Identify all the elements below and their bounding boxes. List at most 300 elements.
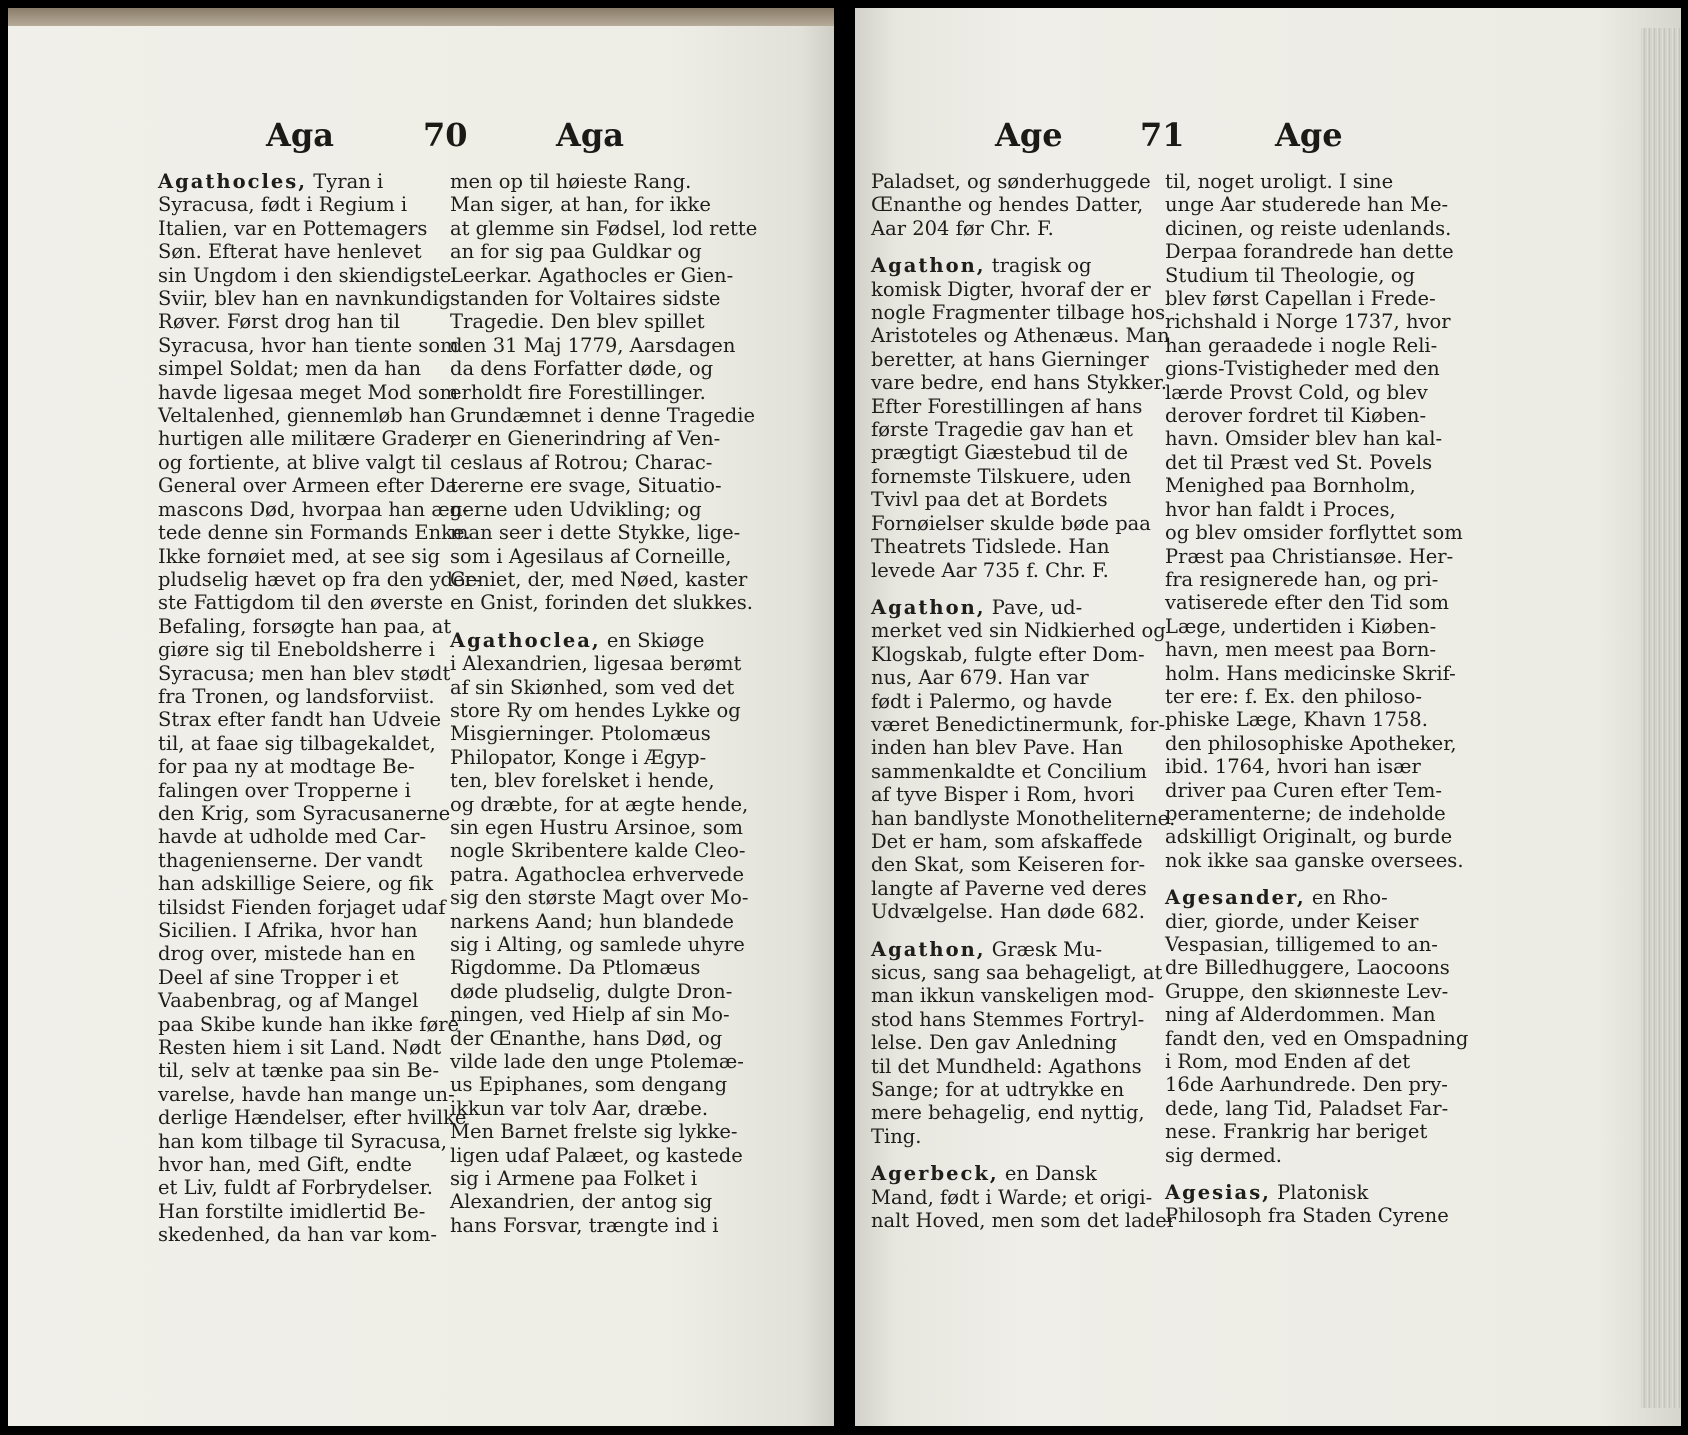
dictionary-entry [871, 938, 1176, 1149]
line-text: Veltalenhed, giennemløb han [158, 404, 446, 428]
line-text: et Liv, fuldt af Forbrydelser. [158, 1176, 433, 1200]
text-line [1165, 217, 1468, 240]
line-text: i Alexandrien, ligesaa berømt [450, 652, 742, 676]
line-text: Man siger, at han, for ikke [450, 193, 711, 217]
text-line [158, 404, 480, 427]
text-line [450, 1097, 757, 1120]
line-text: døde pludselig, dulgte Dron- [450, 979, 733, 1003]
text-line [1165, 1181, 1468, 1204]
line-text: og fortiente, at blive valgt til [158, 450, 442, 474]
line-text: adskilligt Originalt, og burde [1165, 825, 1453, 849]
text-line [1165, 933, 1468, 956]
line-text: ste Fattigdom til den øverste [158, 591, 444, 615]
line-text: en Dansk [998, 1162, 1097, 1186]
text-line [158, 1176, 480, 1199]
text-line [1165, 802, 1468, 825]
line-text: ligen udaf Palæet, og kastede [450, 1143, 743, 1167]
text-line [1165, 910, 1468, 933]
text-line [450, 264, 757, 287]
dictionary-entry [158, 170, 480, 1247]
text-line [871, 713, 1176, 736]
line-text: Ting. [871, 1124, 922, 1148]
line-text: hurtigen alle militære Grader, [158, 427, 456, 451]
line-text: Aar 204 før Chr. F. [871, 216, 1054, 240]
line-text: Tvivl paa det at Bordets [871, 488, 1108, 512]
text-line [1165, 685, 1468, 708]
line-text: men op til høieste Rang. [450, 170, 692, 193]
line-text: narkens Aand; hun blandede [450, 909, 734, 933]
line-text: Alexandrien, der antog sig [450, 1190, 713, 1214]
line-text: Sviir, blev han en navnkundig [158, 287, 452, 311]
text-line [1165, 638, 1468, 661]
text-line [158, 357, 480, 380]
text-line [1165, 310, 1468, 333]
line-text: og dræbte, for at ægte hende, [450, 792, 749, 816]
text-line [450, 652, 757, 675]
line-text: Syracusa, hvor han tiente som [158, 333, 459, 357]
text-line [871, 900, 1176, 923]
line-text: sammenkaldte et Concilium [871, 759, 1147, 783]
entry-headword: Agathon, [871, 254, 986, 278]
page-fore-edge [1641, 28, 1681, 1408]
line-text: ter ere: f. Ex. den philoso- [1165, 684, 1422, 708]
text-line [158, 521, 480, 544]
text-line [450, 886, 757, 909]
text-line [871, 1125, 1176, 1148]
line-text: sig i Alting, og samlede uhyre [450, 933, 745, 956]
entry-headword: Agerbeck, [871, 1162, 999, 1186]
dictionary-entry [871, 1162, 1176, 1232]
text-line [450, 1144, 757, 1167]
text-line [158, 942, 480, 965]
line-text: Aristoteles og Athenæus. Man [871, 324, 1170, 348]
line-text: Platonisk [1270, 1181, 1369, 1205]
line-text: sin egen Hustru Arsinoe, som [450, 815, 743, 839]
line-text: levede Aar 735 f. Chr. F. [871, 558, 1109, 582]
text-line [158, 825, 480, 848]
text-line [871, 535, 1176, 558]
line-text: en Gnist, forinden det slukkes. [450, 591, 754, 615]
text-line [871, 371, 1176, 394]
left-running-head-right: Aga [556, 116, 624, 154]
text-line [871, 559, 1176, 582]
line-text: beretter, at hans Gierninger [871, 347, 1149, 371]
text-line [158, 732, 480, 755]
dictionary-entry [1165, 170, 1468, 872]
text-line [871, 1055, 1176, 1078]
text-line [1165, 1120, 1468, 1143]
text-line [158, 264, 480, 287]
text-line [450, 793, 757, 816]
line-text: pludselig hævet op fra den yder- [158, 567, 481, 591]
text-line [871, 217, 1176, 240]
text-line [871, 1008, 1176, 1031]
line-text: Resten hiem i sit Land. Nødt [158, 1036, 442, 1060]
text-line [1165, 357, 1468, 380]
line-text: General over Armeen efter Da- [158, 474, 464, 498]
right-running-head-right: Age [1275, 116, 1343, 154]
line-text: Fornøielser skulde bøde paa [871, 511, 1151, 535]
text-line [158, 1106, 480, 1129]
line-text: fra Tronen, og landsforviist. [158, 684, 435, 708]
line-text: været Benedictinermunk, for- [871, 712, 1166, 736]
line-text: drog over, mistede han en [158, 942, 416, 966]
line-text: Tyran i [307, 170, 384, 193]
line-text: Geniet, der, med Nøed, kaster [450, 567, 748, 591]
text-line [450, 545, 757, 568]
text-line [871, 643, 1176, 666]
text-line [450, 310, 757, 333]
line-text: simpel Soldat; men da han [158, 357, 422, 381]
line-text: at glemme sin Fødsel, lod rette [450, 216, 758, 240]
text-line [1165, 404, 1468, 427]
text-line [1165, 240, 1468, 263]
line-text: Befaling, forsøgte han paa, at [158, 614, 452, 638]
text-line [158, 1200, 480, 1223]
text-line [1165, 825, 1468, 848]
line-text: han kom tilbage til Syracusa, [158, 1129, 447, 1153]
line-text: havn, men meest paa Born- [1165, 638, 1437, 662]
entry-headword: Agathon, [871, 595, 986, 619]
text-line [450, 722, 757, 745]
line-text: Studium til Theologie, og [1165, 263, 1415, 287]
text-line [871, 1101, 1176, 1124]
line-text: Røver. Først drog han til [158, 310, 400, 334]
text-line [1165, 732, 1468, 755]
line-text: Efter Forestillingen af hans [871, 394, 1143, 418]
text-line [871, 488, 1176, 511]
text-line [1165, 591, 1468, 614]
line-text: paa Skibe kunde han ikke føre [158, 1012, 460, 1036]
line-text: us Epiphanes, som dengang [450, 1073, 728, 1097]
line-text: Han forstilte imidlertid Be- [158, 1199, 426, 1223]
entry-headword: Agesander, [1165, 886, 1306, 910]
line-text: den Krig, som Syracusanerne [158, 801, 451, 825]
right-column-1 [871, 170, 1176, 1246]
line-text: mere behagelig, end nyttig, [871, 1101, 1145, 1125]
text-line [1165, 474, 1468, 497]
line-text: ikkun var tolv Aar, dræbe. [450, 1096, 709, 1120]
line-text: komisk Digter, hvoraf der er [871, 277, 1151, 301]
text-line [450, 498, 757, 521]
line-text: standen for Voltaires sidste [450, 287, 721, 311]
text-line [871, 938, 1176, 961]
text-line [450, 451, 757, 474]
line-text: derlige Hændelser, efter hvilke [158, 1106, 467, 1130]
text-line [871, 807, 1176, 830]
line-text: sin Ungdom i den skiendigste [158, 263, 452, 287]
line-text: Misgierninger. Ptolomæus [450, 722, 711, 746]
line-text: der Œnanthe, hans Død, og [450, 1026, 723, 1050]
line-text: nese. Frankrig har beriget [1165, 1120, 1428, 1144]
text-line [1165, 1073, 1468, 1096]
line-text: merket ved sin Nidkierhed og [871, 619, 1166, 643]
line-text: ningen, ved Hielp af sin Mo- [450, 1003, 730, 1027]
text-line [871, 418, 1176, 441]
text-line [1165, 886, 1468, 909]
line-text: an for sig paa Guldkar og [450, 240, 702, 264]
line-text: Derpaa forandrede han dette [1165, 240, 1454, 264]
right-running-head-left: Age [995, 116, 1063, 154]
text-line [1165, 1097, 1468, 1120]
text-line [158, 896, 480, 919]
line-text: erholdt fire Forestillinger. [450, 380, 706, 404]
line-text: han bandlyste Monotheliterne. [871, 806, 1176, 830]
text-line [1165, 264, 1468, 287]
dictionary-entry [871, 254, 1176, 582]
text-line [450, 240, 757, 263]
text-line [450, 676, 757, 699]
text-line [450, 769, 757, 792]
line-text: varelse, havde han mange un- [158, 1082, 455, 1106]
text-line [450, 217, 757, 240]
line-text: den philosophiske Apotheker, [1165, 731, 1457, 755]
text-line [450, 699, 757, 722]
line-text: prægtigt Giæstebud til de [871, 441, 1128, 465]
text-line [871, 1186, 1176, 1209]
line-text: tragisk og [985, 254, 1092, 278]
text-line [1165, 662, 1468, 685]
line-text: blev først Capellan i Frede- [1165, 287, 1436, 311]
line-text: nok ikke saa ganske oversees. [1165, 848, 1464, 872]
text-line [871, 441, 1176, 464]
line-text: Mand, født i Warde; et origi- [871, 1185, 1153, 1209]
line-text: phiske Læge, Khavn 1758. [1165, 708, 1428, 732]
text-line [158, 498, 480, 521]
line-text: dicinen, og reiste udenlands. [1165, 216, 1452, 240]
text-line [871, 1209, 1176, 1232]
line-text: havde at udholde med Car- [158, 825, 427, 849]
text-line [158, 1153, 480, 1176]
text-line [158, 685, 480, 708]
text-line [871, 395, 1176, 418]
text-line [871, 170, 1176, 193]
line-text: tererne ere svage, Situatio- [450, 474, 722, 498]
line-text: af sin Skiønhed, som ved det [450, 675, 735, 699]
text-line [450, 980, 757, 1003]
line-text: patra. Agathoclea erhvervede [450, 862, 745, 886]
line-text: ibid. 1764, hvori han især [1165, 755, 1421, 779]
text-line [1165, 956, 1468, 979]
line-text: driver paa Curen efter Tem- [1165, 778, 1442, 802]
line-text: Paladset, og sønderhuggede [871, 170, 1151, 193]
line-text: giøre sig til Eneboldsherre i [158, 638, 435, 662]
line-text: hvor han faldt i Proces, [1165, 497, 1396, 521]
line-text: nogle Fragmenter tilbage hos [871, 301, 1166, 325]
text-line [158, 989, 480, 1012]
line-text: gions-Tvistigheder med den [1165, 357, 1440, 381]
text-line [158, 381, 480, 404]
text-line [871, 619, 1176, 642]
text-line [158, 217, 480, 240]
line-text: sig i Armene paa Folket i [450, 1167, 698, 1191]
line-text: født i Palermo, og havde [871, 689, 1113, 713]
line-text: Præst paa Christiansøe. Her- [1165, 544, 1454, 568]
text-line [1165, 287, 1468, 310]
line-text: vatiserede efter den Tid som [1165, 591, 1449, 615]
text-line [158, 1083, 480, 1106]
dictionary-entry [1165, 886, 1468, 1167]
text-line [871, 512, 1176, 535]
text-line [450, 1003, 757, 1026]
dictionary-entry [871, 596, 1176, 924]
text-line [158, 872, 480, 895]
line-text: lelse. Den gav Anledning [871, 1031, 1117, 1055]
line-text: langte af Paverne ved deres [871, 876, 1147, 900]
text-line [1165, 708, 1468, 731]
text-line [450, 839, 757, 862]
text-line [1165, 545, 1468, 568]
text-line [158, 310, 480, 333]
line-text: Syracusa, født i Regium i [158, 193, 408, 217]
line-text: unge Aar studerede han Me- [1165, 193, 1449, 217]
line-text: Philosoph fra Staden Cyrene [1165, 1204, 1449, 1228]
left-column-1 [158, 170, 480, 1261]
text-line [158, 708, 480, 731]
text-line [1165, 755, 1468, 778]
text-line [450, 427, 757, 450]
line-text: inden han blev Pave. Han [871, 736, 1124, 760]
dictionary-entry [871, 170, 1176, 240]
text-line [871, 254, 1176, 277]
text-line [450, 1050, 757, 1073]
text-line [158, 591, 480, 614]
line-text: nerne uden Udvikling; og [450, 497, 702, 521]
text-line [450, 287, 757, 310]
text-line [158, 545, 480, 568]
text-line [158, 849, 480, 872]
text-line [1165, 498, 1468, 521]
text-line [1165, 170, 1468, 193]
text-line [450, 629, 757, 652]
text-line [450, 863, 757, 886]
line-text: Philopator, Konge i Ægyp- [450, 745, 707, 769]
text-line [450, 404, 757, 427]
line-text: ten, blev forelsket i hende, [450, 769, 715, 793]
text-line [450, 1167, 757, 1190]
line-text: Men Barnet frelste sig lykke- [450, 1120, 738, 1144]
line-text: til, at faae sig tilbagekaldet, [158, 731, 436, 755]
text-line [871, 278, 1176, 301]
text-line [158, 1130, 480, 1153]
line-text: i Rom, mod Enden af det [1165, 1050, 1411, 1074]
text-line [450, 521, 757, 544]
line-text: Strax efter fandt han Udveie [158, 708, 442, 732]
text-line [158, 240, 480, 263]
text-line [450, 568, 757, 591]
line-text: ceslaus af Rotrou; Charac- [450, 450, 713, 474]
entry-headword: Agathocles, [158, 170, 308, 193]
line-text: tede denne sin Formands Enke. [158, 521, 471, 545]
line-text: vare bedre, end hans Stykker. [871, 371, 1167, 395]
text-line [871, 961, 1176, 984]
text-line [871, 783, 1176, 806]
text-line [1165, 1050, 1468, 1073]
line-text: Theatrets Tidslede. Han [871, 535, 1110, 559]
text-line [1165, 1003, 1468, 1026]
line-text: 16de Aarhundrede. Den pry- [1165, 1073, 1448, 1097]
text-line [871, 690, 1176, 713]
text-line [450, 1120, 757, 1143]
text-line [450, 474, 757, 497]
text-line [450, 816, 757, 839]
line-text: han geraadede i nogle Reli- [1165, 333, 1438, 357]
text-line [158, 1223, 480, 1246]
line-text: Sange; for at udtrykke en [871, 1078, 1125, 1102]
line-text: Udvælgelse. Han døde 682. [871, 900, 1145, 924]
text-line [158, 615, 480, 638]
text-line [1165, 1027, 1468, 1050]
line-text: richshald i Norge 1737, hvor [1165, 310, 1451, 334]
text-line [450, 591, 757, 614]
text-line [450, 1073, 757, 1096]
line-text: Læge, undertiden i Kiøben- [1165, 614, 1437, 638]
line-text: til, noget uroligt. I sine [1165, 170, 1394, 193]
line-text: ning af Alderdommen. Man [1165, 1003, 1436, 1027]
line-text: vilde lade den unge Ptolemæ- [450, 1050, 744, 1074]
line-text: Italien, var en Pottemagers [158, 216, 428, 240]
dictionary-entry [1165, 1181, 1468, 1228]
text-line [450, 381, 757, 404]
line-text: nogle Skribentere kalde Cleo- [450, 839, 746, 863]
line-text: for paa ny at modtage Be- [158, 755, 415, 779]
left-running-head-left: Aga [266, 116, 334, 154]
text-line [1165, 779, 1468, 802]
text-line [1165, 521, 1468, 544]
line-text: stod hans Stemmes Fortryl- [871, 1007, 1145, 1031]
text-line [1165, 1144, 1468, 1167]
line-text: fra resignerede han, og pri- [1165, 567, 1439, 591]
line-text: Det er ham, som afskaffede [871, 829, 1143, 853]
text-line [871, 1078, 1176, 1101]
line-text: peramenterne; de indeholde [1165, 801, 1446, 825]
line-text: han adskillige Seiere, og fik [158, 872, 434, 896]
text-line [871, 465, 1176, 488]
text-line [450, 1190, 757, 1213]
line-text: holm. Hans medicinske Skrif- [1165, 661, 1456, 685]
line-text: dre Billedhuggere, Laocoons [1165, 956, 1450, 980]
entry-headword: Agathon, [871, 937, 986, 961]
text-line [1165, 615, 1468, 638]
left-page-number: 70 [423, 116, 468, 154]
line-text: hvor han, med Gift, endte [158, 1153, 412, 1177]
text-line [871, 1162, 1176, 1185]
page-top-edge [8, 8, 834, 26]
line-text: Menighed paa Bornholm, [1165, 474, 1416, 498]
line-text: nalt Hoved, men som det lader [871, 1209, 1177, 1233]
line-text: tilsidst Fienden forjaget udaf [158, 895, 446, 919]
right-page-number: 71 [1140, 116, 1185, 154]
right-page [855, 8, 1681, 1426]
line-text: den Skat, som Keiseren for- [871, 853, 1146, 877]
line-text: Græsk Mu- [985, 937, 1103, 961]
text-line [871, 853, 1176, 876]
line-text: mascons Død, hvorpaa han æg- [158, 497, 469, 521]
line-text: det til Præst ved St. Povels [1165, 450, 1433, 474]
line-text: havn. Omsider blev han kal- [1165, 427, 1443, 451]
text-line [871, 193, 1176, 216]
text-line [158, 755, 480, 778]
line-text: falingen over Tropperne i [158, 778, 411, 802]
text-line [1165, 334, 1468, 357]
line-text: af tyve Bisper i Rom, hvori [871, 783, 1135, 807]
line-text: Vaabenbrag, og af Mangel [158, 989, 419, 1013]
line-text: og blev omsider forflyttet som [1165, 521, 1463, 545]
line-text: Ikke fornøiet med, at see sig [158, 544, 441, 568]
dictionary-entry [450, 629, 757, 1238]
line-text: Klogskab, fulgte efter Dom- [871, 642, 1145, 666]
line-text: Vespasian, tilligemed to an- [1165, 933, 1438, 956]
